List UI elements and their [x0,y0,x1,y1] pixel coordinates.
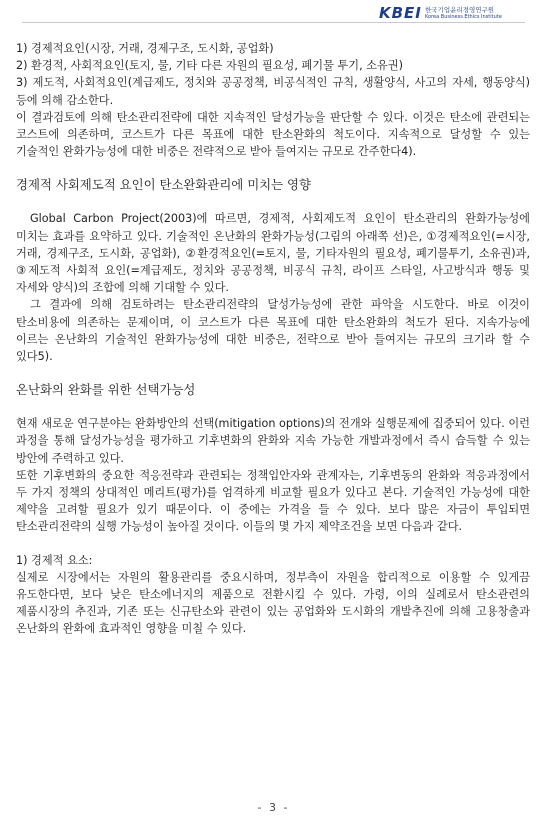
intro-paragraph: 이 결과검토에 의해 탄소관리전략에 대한 지속적인 달성가능을 판단할 수 있다. 이것은 탄소에 관련되는 코스트에 의존하며, 코스트가 다른 목표에 대한 탄소완화의 척도이다. 지속적으로 달성할 수 있는 기술적인 완화가능성에 대한 비중은 전략적으로 받아 들여지는 규모로 간주한다4). [16,110,530,159]
section2-paragraph-1: 현재 새로운 연구분야는 완화방안의 선택(mitigation options)의 전개와 실행문제에 집중되어 있다. 이런 과정을 통해 달성가능성을 평가하고 기후변화의 완화와 지속 가능한 개발과정에서 즉시 습득할 수 있는 방안에 주력하고 있다. [16,417,530,465]
logo-korean-name: 한국기업윤리경영연구원 [425,6,495,14]
intro-item-2: 2) 환경적, 사회적요인(토지, 물, 기타 다른 자원의 필요성, 폐기물 투기, 소유권) [16,59,403,73]
section1-paragraph-1: Global Carbon Project(2003)에 따르면, 경제적, 사회제도적 요인이 탄소관리의 완화가능성에 미치는 효과를 요약하고 있다. 기술적인 온난화의 완화가능성(그림의 아래쪽 선)은, ①경제적요인(=시장, 거래, 경제구조, 도시화, 공업화), ②환경적요인(=토지, 물, 기타자원의 필요성, 폐기물투기, 소유권)과, ③제도적 사회적 요인(=계급제도, 정치와 공공정책, 비공식 규칙, 라이프 스타일, 사고방식과 행동 및 자세와 양식)의 조합에 의해 기대할 수 있다. [16,212,530,295]
economic-factor-paragraph: 실제로 시장에서는 자원의 활용관리를 중요시하며, 정부측이 자원을 합리적으로 이용할 수 있게끔 유도한다면, 보다 낮은 탄소에너지의 제품으로 전환시킬 수 있다. 가령, 이의 실례로서 탄소관련의 제품시장의 추진과, 기존 또는 신규탄소와 관련이 있는 공업화와 도시화의 개발추진에 의해 고용창출과 온난화의 완화에 효과적인 영향을 미칠 수 있다. [16,570,530,636]
intro-item-3: 3) 제도적, 사회적요인(계급제도, 정치와 공공정책, 비공식적인 규칙, 생활양식, 사고의 자세, 행동양식) 등에 의해 감소한다. [16,76,530,107]
logo-mark: KBEI [379,4,422,22]
institute-logo [379,5,527,23]
intro-item-1: 1) 경제적요인(시장, 거래, 경제구조, 도시화, 공업화) [16,42,274,55]
section-heading-socioeconomic: 경제적 사회제도적 요인이 탄소완화관리에 미치는 영향 [16,177,311,193]
page-number: - 3 - [257,801,290,814]
document-body [16,40,530,638]
section2-paragraph-2: 또한 기후변화의 중요한 적응전략과 관련되는 정책입안자와 관계자는, 기후변동의 완화와 적응과정에서 두 가지 정책의 상대적인 메리트(평가)를 엄격하게 비교할 필요가 있다고 본다. 기술적인 가능성에 대한 제약을 고려할 필요가 있기 때문이다. 이 중에는 가격을 들 수 있다. 보다 많은 자금이 투입되면 탄소관리전략의 실행 가능성이 높아질 것이다. 이들의 몇 가지 제약조건을 보면 다음과 같다. [16,468,530,534]
section1-paragraph-2: 그 결과에 의해 검토하려는 탄소관리전략의 달성가능성에 관한 파악을 시도한다. 바로 이것이 탄소비용에 의존하는 문제이며, 이 코스트가 다른 목표에 대한 탄소완화의 척도가 된다. 지속가능에 이르는 온난화의 기술적인 완화가능성에 대한 비중은, 전략으로 받아 들여지는 규모의 크기라 할 수 있다5). [16,298,530,364]
section-heading-mitigation-options: 온난화의 완화를 위한 선택가능성 [16,382,196,398]
logo-english-name: Korea Business Ethics Institute [425,14,502,20]
economic-factor-subheading: 1) 경제적 요소: [16,553,93,567]
